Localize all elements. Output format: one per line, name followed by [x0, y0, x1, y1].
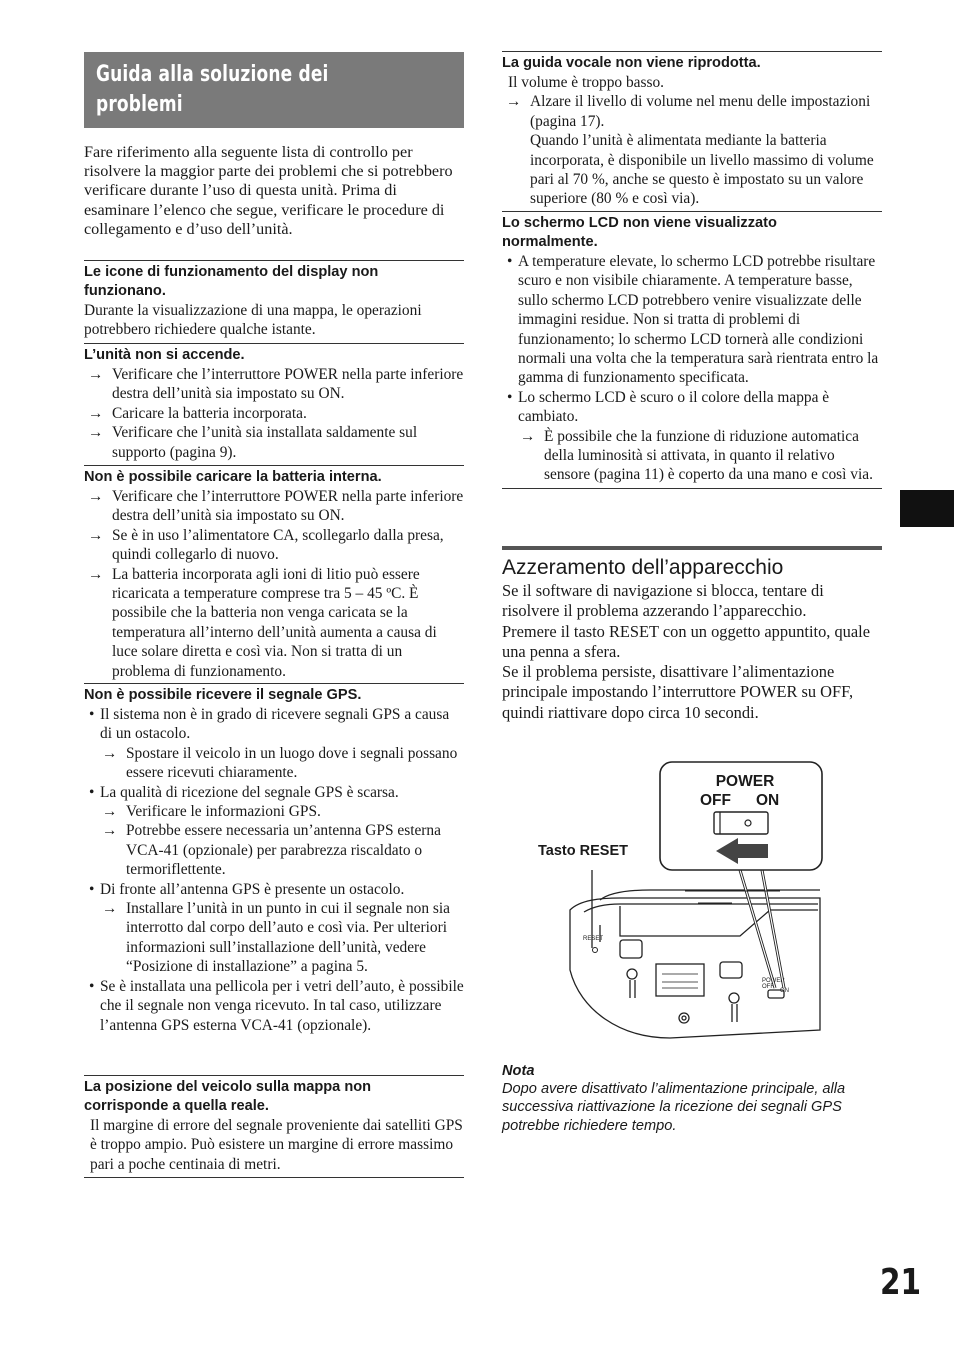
solution-item — [84, 423, 464, 462]
problem-heading: L’unità non si accende. — [84, 347, 245, 363]
reset-button-label: Tasto RESET — [538, 843, 628, 859]
arrow-icon: → — [88, 526, 104, 544]
solution-item — [84, 565, 464, 681]
solution-text: Se è in uso l’alimentatore CA, scollegarlo dalla presa, quindi collegarlo di nuovo. — [112, 526, 444, 564]
bullet-item — [84, 783, 464, 802]
solution-item — [84, 404, 464, 423]
bullet-text: Il sistema non è in grado di ricevere segnali GPS a causa di un ostacolo. — [100, 706, 450, 743]
problem-power — [84, 343, 464, 462]
solution-text: Verificare che l’interruttore POWER nella parte inferiore destra dell’unità sia impostato su ON. — [112, 366, 464, 403]
reset-paragraph: Se il software di navigazione si blocca, tentare di risolvere il problema azzerando l’apparecchio. — [502, 581, 824, 621]
section-bar — [502, 546, 882, 550]
title-line-1: Guida alla soluzione dei — [96, 62, 329, 87]
power-switch — [714, 812, 768, 834]
section-title-box — [84, 52, 464, 128]
problem-lcd — [502, 211, 882, 489]
bullet-icon: • — [507, 388, 513, 406]
solution-text: Installare l’unità in un punto in cui il segnale non sia interrotto dal corpo dell’auto e così via. Per ulteriori informazioni sull’installazione dell’unità, vedere “Posizione di installazione” a pagina 5. — [126, 900, 450, 976]
solution-text: Potrebbe essere necessaria un’antenna GPS esterna VCA-41 (opzionale) per parabrezza riscaldato o termoriflettente. — [126, 822, 441, 879]
bullet-item — [84, 705, 464, 744]
solution-text: Spostare il veicolo in un luogo dove i segnali possano essere ricevuti chiaramente. — [126, 744, 458, 782]
solution-item — [502, 92, 882, 131]
power-label: POWER — [715, 773, 775, 790]
arrow-icon: → — [88, 488, 104, 505]
arrow-icon: → — [102, 744, 118, 762]
bullet-text: Se è installata una pellicola per i vetri dell’auto, è possibile che il segnale non venga ricevuto. In tal caso, utilizzare l’antenna GPS esterna VCA-41 (opzionale). — [100, 977, 464, 1034]
solution-item — [84, 744, 464, 783]
problem-battery — [84, 465, 464, 681]
bullet-text: La qualità di ricezione del segnale GPS è scarsa. — [100, 783, 399, 801]
problem-text: Il volume è troppo basso. — [508, 74, 665, 91]
small-on-label: ON — [780, 988, 789, 994]
problem-heading-cont: corrisponde a quella reale. — [84, 1098, 269, 1114]
device-reset-illustration — [540, 760, 830, 1042]
reset-paragraph: Se il problema persiste, disattivare l’alimentazione principale impostando l’interruttore POWER su OFF, quindi riattivare dopo circa 10 secondi. — [502, 662, 854, 722]
problem-gps — [84, 683, 464, 1035]
small-off-label: OFF — [762, 984, 774, 990]
problem-heading: La posizione del veicolo sulla mappa non — [84, 1079, 372, 1095]
problem-icons — [84, 260, 464, 340]
solution-text: Verificare le informazioni GPS. — [126, 803, 321, 821]
bullet-item — [502, 252, 882, 388]
note-text: Dopo avere disattivato l’alimentazione principale, alla successiva riattivazione la ricezione dei segnali GPS potrebbe richiedere tempo. — [502, 1081, 846, 1134]
bullet-item — [84, 880, 464, 899]
solution-item — [84, 821, 464, 879]
problem-voice — [502, 51, 882, 209]
solution-text: La batteria incorporata agli ioni di litio può essere ricaricata a temperature comprese tra 5 – 45 ºC. È possibile che la batteria non venga caricata se la temperatura all’interno dell’unità aumenta a causa di luce solare diretta e così via. Non si tratta di un problema di funzionamento. — [112, 565, 437, 680]
arrow-icon: → — [88, 366, 104, 383]
arrow-icon: → — [102, 822, 118, 840]
solution-text: Verificare che l’interruttore POWER nella parte inferiore destra dell’unità sia impostato su ON. — [112, 488, 464, 525]
problem-heading: Lo schermo LCD non viene visualizzato — [502, 215, 777, 231]
small-power-label: POWER — [762, 978, 785, 984]
solution-text: È possibile che la funzione di riduzione automatica della luminosità si attivata, in quanto il relativo sensore (pagina 11) è coperto da una mano e così via. — [544, 427, 873, 484]
problem-heading: Non è possibile caricare la batteria interna. — [84, 469, 382, 485]
bullet-icon: • — [89, 706, 95, 723]
solution-item — [84, 526, 464, 565]
off-label: OFF — [700, 792, 731, 809]
arrow-icon: → — [88, 565, 104, 583]
bullet-text: Di fronte all’antenna GPS è presente un ostacolo. — [100, 880, 405, 898]
reset-paragraph: Premere il tasto RESET con un oggetto appuntito, quale una penna a sfera. — [502, 621, 870, 661]
problem-heading-cont: normalmente. — [502, 234, 598, 250]
solution-item — [84, 365, 464, 404]
title-line-2: problemi — [96, 92, 183, 117]
arrow-icon: → — [102, 900, 118, 918]
problem-text: Durante la visualizzazione di una mappa, le operazioni potrebbero richiedere qualche istante. — [84, 302, 422, 339]
note-heading: Nota — [502, 1063, 535, 1079]
reset-section — [502, 546, 882, 723]
small-reset-label: RESET — [583, 936, 604, 942]
page-title — [96, 60, 457, 120]
bullet-text: Lo schermo LCD è scuro o il colore della mappa è cambiato. — [518, 388, 830, 426]
bullet-text: A temperature elevate, lo schermo LCD potrebbe risultare scuro e non visibile chiaramente. A temperature basse, sullo schermo LCD potrebbero venire visualizzate delle immagini residue. Non si tratta di problemi di funzionamento; lo schermo LCD tornerà alle condizioni normali una volta che la temperatura sarà rientrata entro la gamma di funzionamento specificata. — [518, 253, 879, 387]
arrow-icon: → — [102, 803, 118, 821]
problem-heading: Le icone di funzionamento del display non — [84, 264, 379, 280]
intro-paragraph: Fare riferimento alla seguente lista di controllo per risolvere la maggior parte dei problemi che si potrebbero verificare durante l’uso di questa unità. Prima di esaminare l’elenco che segue, verificare le procedure di collegamento e d’uso dell’unità. — [84, 143, 453, 238]
note-block — [502, 1062, 882, 1135]
chapter-tab — [900, 490, 954, 527]
solution-item — [502, 427, 882, 485]
device-body — [570, 890, 820, 1038]
bullet-icon: • — [89, 977, 95, 995]
bullet-icon: • — [507, 253, 513, 270]
bullet-item — [84, 977, 464, 1035]
bullet-item — [502, 388, 882, 427]
solution-text: Caricare la batteria incorporata. — [112, 404, 307, 422]
arrow-icon: → — [506, 93, 522, 111]
problem-heading: La guida vocale non viene riprodotta. — [502, 55, 761, 71]
solution-text: Verificare che l’unità sia installata saldamente sul supporto (pagina 9). — [112, 424, 418, 461]
page-number: 21 — [880, 1262, 922, 1303]
solution-text: Alzare il livello di volume nel menu delle impostazioni (pagina 17). — [530, 93, 871, 130]
arrow-icon: → — [88, 424, 104, 442]
bullet-icon: • — [89, 783, 95, 801]
solution-note: Quando l’unità è alimentata mediante la batteria incorporata, è disponibile un livello massimo di volume pari al 70 %, anche se questo è impostato su un valore superiore (80 % e così via). — [530, 132, 874, 208]
on-label: ON — [756, 792, 780, 809]
solution-item — [84, 487, 464, 526]
arrow-icon: → — [88, 404, 104, 422]
solution-item — [84, 802, 464, 821]
section-heading: Azzeramento dell’apparecchio — [502, 556, 784, 579]
bullet-icon: • — [89, 880, 95, 898]
problem-text: Il margine di errore del segnale proveniente dai satelliti GPS è troppo ampio. Può esistere un margine di errore massimo pari a poche centinaia di metri. — [90, 1117, 463, 1173]
problem-position — [84, 1075, 464, 1178]
problem-heading-cont: funzionano. — [84, 283, 166, 299]
arrow-icon: → — [520, 427, 536, 445]
problem-heading: Non è possibile ricevere il segnale GPS. — [84, 687, 362, 703]
solution-item — [84, 899, 464, 977]
